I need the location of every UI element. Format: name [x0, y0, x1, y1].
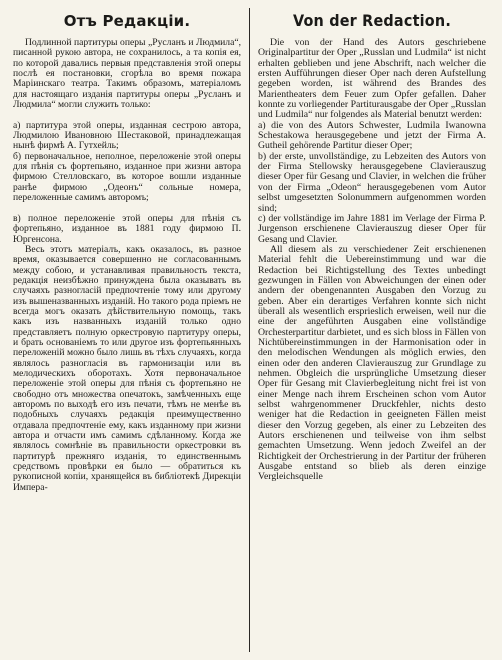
russian-intro-paragraph: Подлинной партитуры оперы „Русланъ и Людмила“, писанной рукою автора, не сохранилось, а та копія ея, по которой давались первыя представленія этой оперы послѣ ея постановки, сгорѣла во время пожара Маріинскаго театра. Такимъ образомъ, матеріаломъ для настоящаго изданія партитуры оперы „Русланъ и Людмила“ могли служить только:: [13, 37, 241, 111]
russian-heading: Отъ Редакціи.: [63, 12, 191, 30]
german-heading: Von der Redaction.: [292, 11, 451, 30]
german-item-a: a) die von des Autors Schwester, Ludmila Iwanowna Schestakowa herausgegebene und jetzt der Firma A. Gutheil gehörende Partitur dieser Oper;: [258, 119, 486, 152]
russian-body-paragraph: Весь этотъ матеріалъ, какъ оказалось, въ разное время, оказывается совершенно не согласованнымъ между собою, и устанавливая правильность текста, редакція неизбѣжно принуждена была оказывать въ случаяхъ разногласій предпочтеніе тому или другому изъ вышеназванныхъ изданій. Но такого рода пріемъ не всегда могъ оказать дѣйствительную помощь, такъ какъ изъ названныхъ изданій только одно представляетъ полную оркестровую партитуру оперы, и брать основаніемъ то или другое изъ фортепьянныхъ переложеній можно было лишь въ тѣхъ случаяхъ, когда являлось разногласія въ гармонизаціи или въ мелодическихъ оборотахъ. Хотя первоначальное переложеніе этой оперы для пѣнія съ фортепьяно не свободно отъ множества опечатокъ, замѣченныхъ еще авторомъ по выходѣ его изъ печати, тѣмъ не менѣе въ подобныхъ случаяхъ редакція преимущественно отдавала предпочтеніе ему, какъ изданному при жизни автора и отчасти имъ самимъ сдѣланному. Когда же являлось сомнѣніе въ правильности оркестровки въ партитурѣ прежняго изданія, то единственнымъ средствомъ провѣрки ея было — обратиться къ рукописной копіи, хранящейся въ библіотекѣ Дирекціи Импера-: [13, 243, 241, 493]
russian-item-a: а) партитура этой оперы, изданная сестрою автора, Людмилою Ивановною Шестаковой, принадлежащая нынѣ фирмѣ А. Гутхейль;: [13, 119, 241, 152]
russian-item-b: б) первоначальное, неполное, переложеніе этой оперы для пѣнія съ фортепьяно, изданное при жизни автора фирмою Стелловскаго, въ которое вошли изданные ранѣе фирмою „Одеонъ“ сольные номера, переложенные самимъ авторомъ;: [13, 150, 241, 204]
german-column: [258, 10, 486, 650]
column-divider: [249, 8, 250, 652]
german-item-b: b) der erste, unvollständige, zu Lebzeiten des Autors von der Firma Stellowsky herausgegebene Clavierauszug dieser Oper für Gesang und Clavier, in welchen die früher von der Firma „Odeon“ herausgegebenen vom Autor selbst umgesetzten Solonummern aufgenommen worden sind;: [258, 150, 486, 214]
german-intro-paragraph: Die von der Hand des Autors geschriebene Originalpartitur der Oper „Russlan und Ludmila“ ist nicht erhalten geblieben und jene Abschrift, nach welcher die ersten Aufführungen dieser Oper nach deren Aufstellung gegeben worden, ist während des Brandes des Marientheaters dem Feuer zum Opfer gefallen. Daher konnte zu vorliegender Partiturausgabe der Oper „Russlan und Ludmila“ nur folgendes als Material benutzt werden:: [258, 37, 486, 121]
german-body-paragraph: All diesem als zu verschiedener Zeit erschienenen Material fehlt die Uebereinstimmung und war die Redaction bei Richtigstellung des Textes unbedingt gezwungen in Fällen von Abweichungen der einen oder andern der obengenannten Ausgaben den Vorzug zu geben. Aber ein derartiges Verfahren konnte sich nicht überall als wesentlich ersprieslich erweisen, weil nur die eine der angeführten Ausgaben eine vollständige Orchesterpartitur darbietet, und es sich bloss in Fällen von Nichtübereinstimmungen in der Harmonisation oder in den melodischen Wendungen als möglich erwies, den einen oder den anderen Clavierauszug zur Grundlage zu nehmen. Obgleich die ursprüngliche Umsetzung dieser Oper für Gesang mit Clavierbegleitung nicht frei ist von einer Menge nach ihrem Erscheinen schon vom Autor selbst wahrgenommener Druckfehler, nichts desto weniger hat die Redaction in geeigneten Fällen meist dieser den Vorzug gegeben, als einer zu Lebzeiten des Autors erschienenen und teilweise von ihm selbst gemachten Umsetzung. Wenn jedoch Zweifel an der Richtigkeit der Orchestrierung in der Partitur der früheren Ausgabe entstand so blieb als deren einzige Vergleichsquelle: [258, 243, 486, 483]
russian-item-c: в) полное переложеніе этой оперы для пѣнія съ фортепьяно, изданное въ 1881 году фирмою П. Юргенсона.: [13, 212, 241, 245]
russian-column: [13, 10, 241, 650]
german-item-c: c) der vollständige im Jahre 1881 im Verlage der Firma P. Jurgenson erschienene Clavierauszug dieser Oper für Gesang und Clavier.: [258, 212, 486, 245]
